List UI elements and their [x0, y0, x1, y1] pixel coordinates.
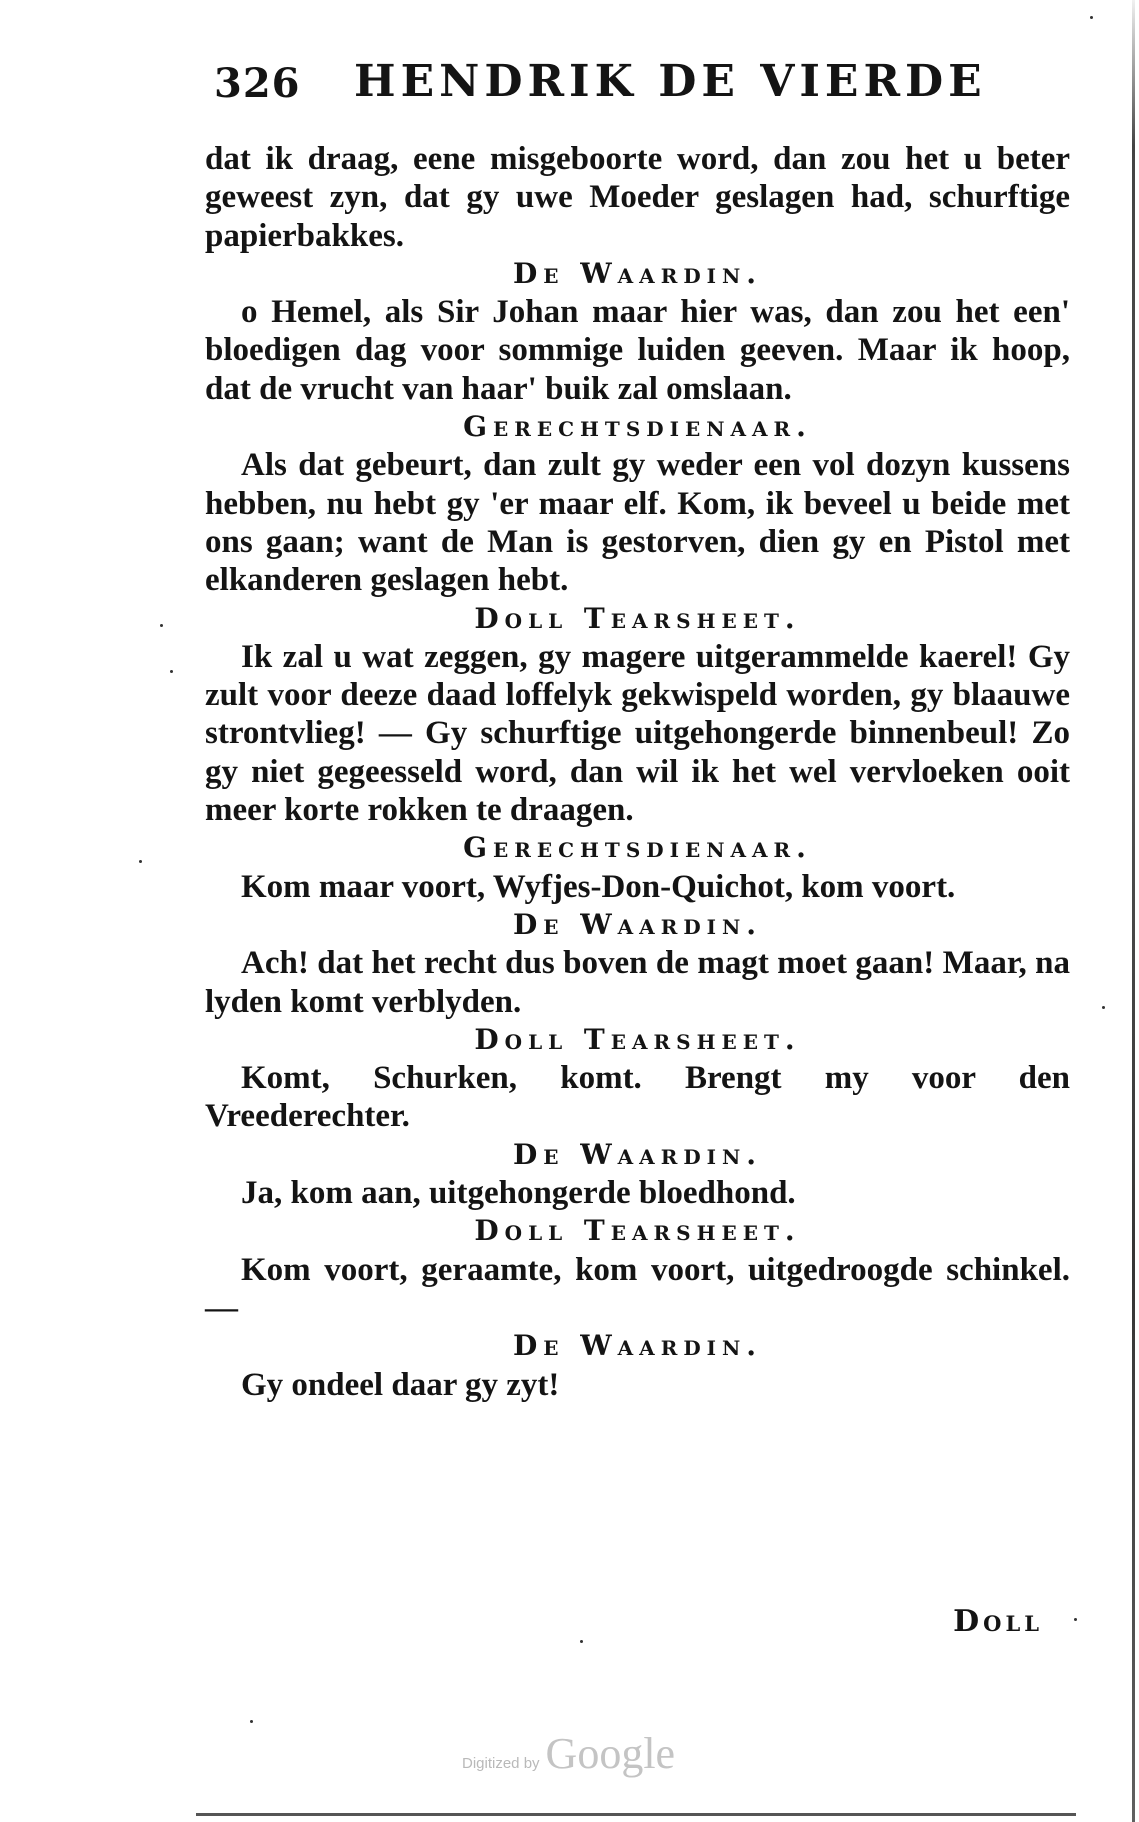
speech-paragraph: o Hemel, als Sir Johan maar hier was, dan zou het een' bloedigen dag voor sommige luiden geeven. Maar ik hoop, dat de vrucht van haar' buik zal omslaan. [205, 294, 1070, 407]
speaker-name: Gerechtsdienaar. [463, 831, 812, 865]
speaker-name: De Waardin. [512, 1329, 763, 1363]
speech-paragraph: Ja, kom aan, uitgehongerde bloedhond. [241, 1175, 796, 1212]
watermark-prefix: Digitized by [462, 1755, 540, 1772]
ink-speck [1074, 1618, 1077, 1621]
speech-paragraph: Gy ondeel daar gy zyt! [241, 1366, 560, 1403]
page-number: 326 [214, 60, 301, 107]
ink-speck [1090, 16, 1093, 19]
ink-speck [580, 1640, 583, 1643]
speech-paragraph: Ik zal u wat zeggen, gy magere uitgerammelde kaerel! Gy zult voor deeze daad loffelyk gekwispeld worden, gy blaauwe strontvlieg! — Gy schurftige uitgehongerde binnenbeul! Zo gy niet gegeesseld word, dan wil ik het wel vervloeken ooit meer korte rokken te draagen. [205, 638, 1070, 829]
page-edge-right [1132, 0, 1135, 1822]
speech-paragraph: Ach! dat het recht dus boven de magt moet gaan! Maar, na lyden komt verblyden. [205, 945, 1070, 1020]
ink-speck [160, 624, 163, 627]
speaker-name: Doll Tearsheet. [474, 601, 801, 635]
speech-paragraph: dat ik draag, eene misgeboorte word, dan zou het u beter geweest zyn, dat gy uwe Moeder geslagen had, schurftige papierbakkes. [205, 141, 1070, 254]
play-text [205, 140, 1070, 1404]
speech-paragraph: Kom voort, geraamte, kom voort, uitgedroogde schinkel. — [205, 1251, 1070, 1326]
speech-paragraph: Komt, Schurken, komt. Brengt my voor den Vreederechter. [205, 1060, 1070, 1135]
digitization-watermark [462, 1728, 675, 1784]
ink-speck [250, 1720, 253, 1723]
ink-speck [139, 860, 142, 863]
ink-speck [1102, 1006, 1105, 1009]
speech-paragraph: Kom maar voort, Wyfjes-Don-Quichot, kom voort. [241, 868, 956, 905]
speech-paragraph: Als dat gebeurt, dan zult gy weder een vol dozyn kussens hebben, nu hebt gy 'er maar elf. Kom, ik beveel u beide met ons gaan; want de Man is gestorven, dien gy en Pistol met elkanderen geslagen hebt. [205, 447, 1070, 599]
speaker-name: Doll Tearsheet. [474, 1214, 801, 1248]
google-logo: Google [545, 1729, 676, 1778]
page-header [214, 52, 987, 112]
speaker-name: De Waardin. [512, 907, 763, 941]
speaker-name: Doll Tearsheet. [474, 1022, 801, 1056]
running-title: HENDRIK DE VIERDE [354, 56, 987, 107]
ink-speck [170, 670, 173, 673]
catchword: Doll [953, 1604, 1043, 1639]
speaker-name: De Waardin. [512, 256, 763, 290]
speaker-name: Gerechtsdienaar. [463, 410, 812, 444]
speaker-name: De Waardin. [512, 1137, 763, 1171]
page-edge-bottom [196, 1813, 1076, 1816]
